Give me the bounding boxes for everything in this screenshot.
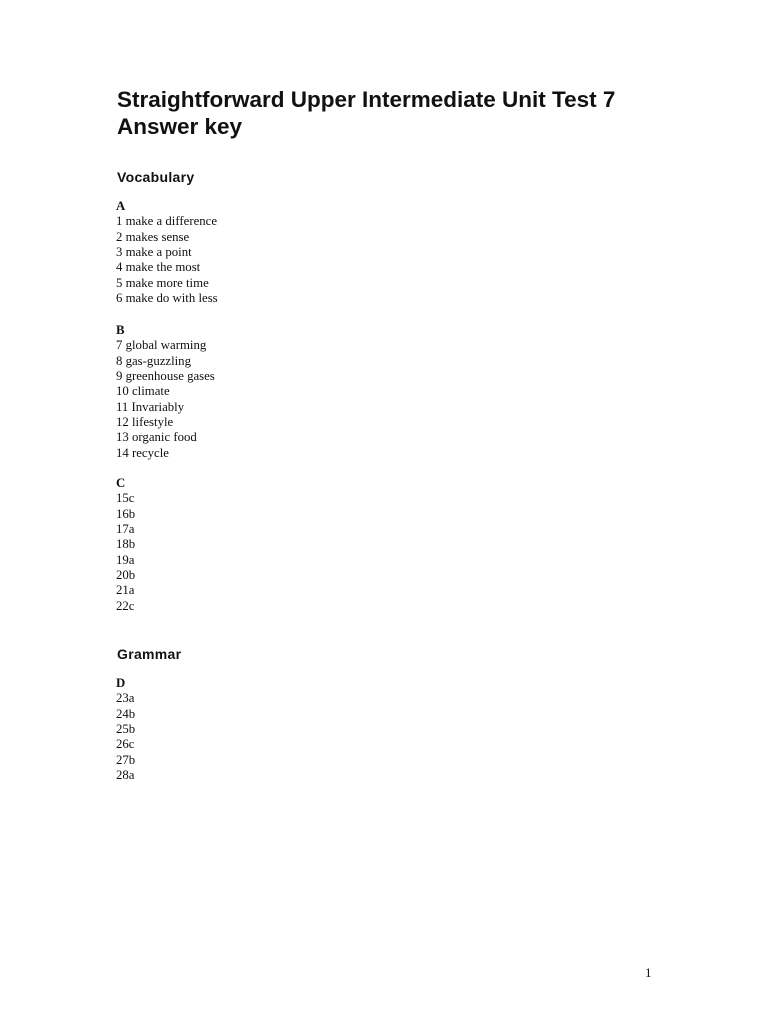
answer-item: 20b: [116, 568, 136, 583]
answer-item: 21a: [116, 583, 135, 598]
answer-item: 3 make a point: [116, 245, 192, 260]
section-b: [116, 323, 215, 461]
section-label: D: [116, 676, 126, 690]
answer-item: 2 makes sense: [116, 229, 190, 244]
answer-item: 25b: [116, 722, 136, 737]
grammar-heading: Grammar: [117, 646, 182, 662]
answer-item: 24b: [116, 706, 136, 721]
answer-item: 12 lifestyle: [116, 415, 174, 430]
title-line: Answer key: [117, 114, 243, 139]
section-label: C: [116, 476, 126, 490]
answer-item: 26c: [116, 737, 135, 752]
answer-item: 17a: [116, 522, 135, 537]
section-d: [116, 676, 135, 783]
section-a: [116, 199, 218, 306]
answer-item: 23a: [116, 691, 135, 706]
answer-item: 7 global warming: [116, 338, 207, 353]
answer-item: 19a: [116, 552, 135, 567]
answer-item: 28a: [116, 768, 135, 783]
page-number: 1: [645, 965, 652, 980]
answer-item: 14 recycle: [116, 445, 169, 460]
answer-item: 11 Invariably: [116, 399, 185, 414]
vocabulary-heading: Vocabulary: [117, 169, 195, 185]
answer-item: 15c: [116, 491, 135, 506]
answer-item: 27b: [116, 752, 136, 767]
title-line: Straightforward Upper Intermediate Unit Test 7: [117, 87, 616, 112]
answer-item: 13 organic food: [116, 430, 197, 445]
answer-item: 1 make a difference: [116, 214, 218, 229]
answer-item: 18b: [116, 537, 136, 552]
answer-item: 16b: [116, 506, 136, 521]
answer-item: 9 greenhouse gases: [116, 369, 215, 384]
section-label: A: [116, 199, 126, 213]
answer-item: 6 make do with less: [116, 291, 218, 306]
document-title: [117, 86, 615, 140]
answer-item: 4 make the most: [116, 260, 201, 275]
answer-item: 10 climate: [116, 384, 170, 399]
answer-item: 8 gas-guzzling: [116, 353, 191, 368]
section-label: B: [116, 323, 125, 337]
section-c: [116, 476, 135, 614]
answer-item: 22c: [116, 598, 135, 613]
answer-item: 5 make more time: [116, 275, 209, 290]
